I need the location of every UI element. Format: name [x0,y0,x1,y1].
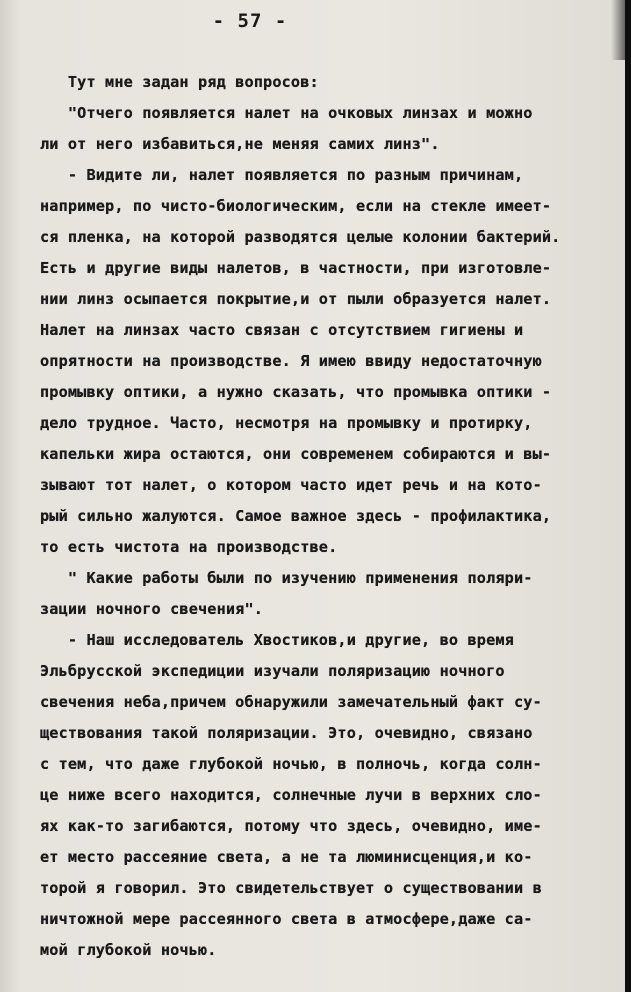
text-line: - Наш исследователь Хвостиков,и другие, во время [40,631,514,649]
text-line: - Видите ли, налет появляется по разным причинам, [40,166,524,184]
text-line: нии линз осыпается покрытие,и от пыли образуется налет. [40,290,552,308]
text-line: Налет на линзах часто связан с отсутствием гигиены и [40,321,524,339]
text-line: ли от него избавиться,не меняя самих линз". [40,135,440,153]
text-line: рый сильно жалуются. Самое важное здесь - профилактика, [40,507,552,525]
text-line: торой я говорил. Это свидетельствует о существовании в [40,879,542,897]
text-line: це ниже всего находится, солнечные лучи в верхних сло- [40,786,542,804]
text-line: с тем, что даже глубокой ночью, в полночь, когда солн- [40,755,542,773]
scan-shadow [611,0,625,60]
scan-edge [625,0,631,992]
text-line: свечения неба,причем обнаружили замечательный факт су- [40,693,542,711]
text-line: капельки жира остаются, они современем собираются и вы- [40,445,552,463]
text-line: зации ночного свечения". [40,600,264,618]
text-line: опрятности на производстве. Я имею ввиду недостаточную [40,352,542,370]
text-line: то есть чистота на производстве. [40,538,338,556]
typed-text-body [40,67,622,966]
text-line: Эльбрусской экспедиции изучали поляризацию ночного [40,662,505,680]
text-line: "Отчего появляется налет на очковых линзах и можно [40,104,533,122]
text-line: мой глубокой ночью. [40,941,217,959]
text-line: ях как-то загибаются, потому что здесь, очевидно, име- [40,817,542,835]
text-line: ничтожной мере рассеянного света в атмосфере,даже са- [40,910,533,928]
text-line: промывку оптики, а нужно сказать, что промывка оптики - [40,383,552,401]
text-line: Тут мне задан ряд вопросов: [40,73,319,91]
text-line: Есть и другие виды налетов, в частности, при изготовле- [40,259,552,277]
text-line: например, по чисто-биологическим, если на стекле имеет- [40,197,552,215]
text-line: ся пленка, на которой разводятся целые колонии бактерий. [40,228,561,246]
text-line: ет место рассеяние света, а не та люминисценция,и ко- [40,848,533,866]
text-line: зывают тот налет, о котором часто идет речь и на кото- [40,476,542,494]
text-line: дело трудное. Часто, несмотря на промывку и протирку, [40,414,533,432]
text-line: ществования такой поляризации. Это, очевидно, связано [40,724,533,742]
text-line: " Какие работы были по изучению применения поляри- [40,569,533,587]
page-number: - 57 - [212,10,288,32]
